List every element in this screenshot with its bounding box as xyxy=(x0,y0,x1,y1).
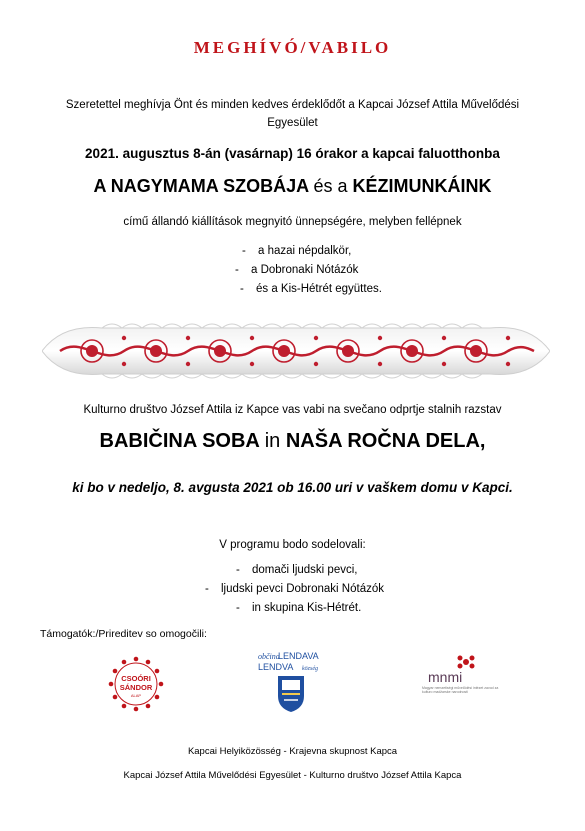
si-headline-part2: NAŠA ROČNA DELA, xyxy=(285,430,486,452)
si-sub: V programu bodo sodelovali: xyxy=(219,539,366,551)
hu-headline-part1: A NAGYMAMA SZOBÁJA xyxy=(93,176,309,196)
lendava-municipality-logo xyxy=(256,650,342,716)
si-date: ki bo v nedeljo, 8. avgusta 2021 ob 16.00 uri v vaškem domu v Kapci. xyxy=(72,480,513,495)
hu-date: 2021. augusztus 8-án (vasárnap) 16 órakor a kapcai faluotthonba xyxy=(85,146,500,161)
svg-text:ALAP: ALAP xyxy=(130,693,142,698)
svg-text:mnmi: mnmi xyxy=(428,669,463,685)
invitation-title: MEGHÍVÓ/VABILO xyxy=(193,38,392,57)
footer-line-1: Kapcai Helyiközösség - Krajevna skupnost Kapca xyxy=(187,746,398,757)
embroidered-lace-image xyxy=(42,318,550,384)
hu-performer-3: - és a Kis-Hétrét együttes. xyxy=(240,283,382,295)
si-performer-1: - domači ljudski pevci, xyxy=(236,564,358,576)
svg-text:občina: občina xyxy=(258,652,280,661)
si-performer-3: - in skupina Kis-Hétrét. xyxy=(236,602,362,614)
mnmi-caption: Magyar nemzetiségi művelődési intézet zavod za kulturo madžarske narodnosti xyxy=(422,686,499,695)
hu-headline xyxy=(0,176,585,197)
mnmi-logo xyxy=(418,652,508,712)
svg-text:LENDVA: LENDVA xyxy=(258,662,294,672)
hu-performer-2: - a Dobronaki Nótázók xyxy=(235,264,359,276)
svg-text:SÁNDOR: SÁNDOR xyxy=(119,683,153,692)
svg-text:LENDAVA: LENDAVA xyxy=(278,651,319,661)
svg-text:CSOÓRI: CSOÓRI xyxy=(121,674,151,683)
hu-intro: Szeretettel meghívja Önt és minden kedves érdeklődőt a Kapcai József Attila Művelődési Egyesület xyxy=(65,99,520,129)
footer-line-2: Kapcai József Attila Művelődési Egyesület - Kulturno društvo József Attila Kapca xyxy=(123,770,462,781)
si-headline-conj: in xyxy=(264,430,281,452)
si-headline-part1: BABIČINA SOBA xyxy=(99,430,260,452)
si-performer-2: - ljudski pevci Dobronaki Nótázók xyxy=(205,583,384,595)
hu-headline-conj: és a xyxy=(313,176,348,196)
csoori-sandor-alap-logo xyxy=(106,654,166,714)
hu-headline-part2: KÉZIMUNKÁINK xyxy=(352,176,492,196)
hu-sub: című állandó kiállítások megnyitó ünnepségére, melyben fellépnek xyxy=(123,216,462,228)
si-intro: Kulturno društvo József Attila iz Kapce vas vabi na svečano odprtje stalnih razstav xyxy=(83,404,502,416)
si-headline xyxy=(0,430,585,453)
hu-performer-1: - a hazai népdalkör, xyxy=(242,245,352,257)
supporters-label: Támogatók:/Prireditev so omogočili: xyxy=(40,628,207,640)
svg-text:község: község xyxy=(302,666,318,672)
